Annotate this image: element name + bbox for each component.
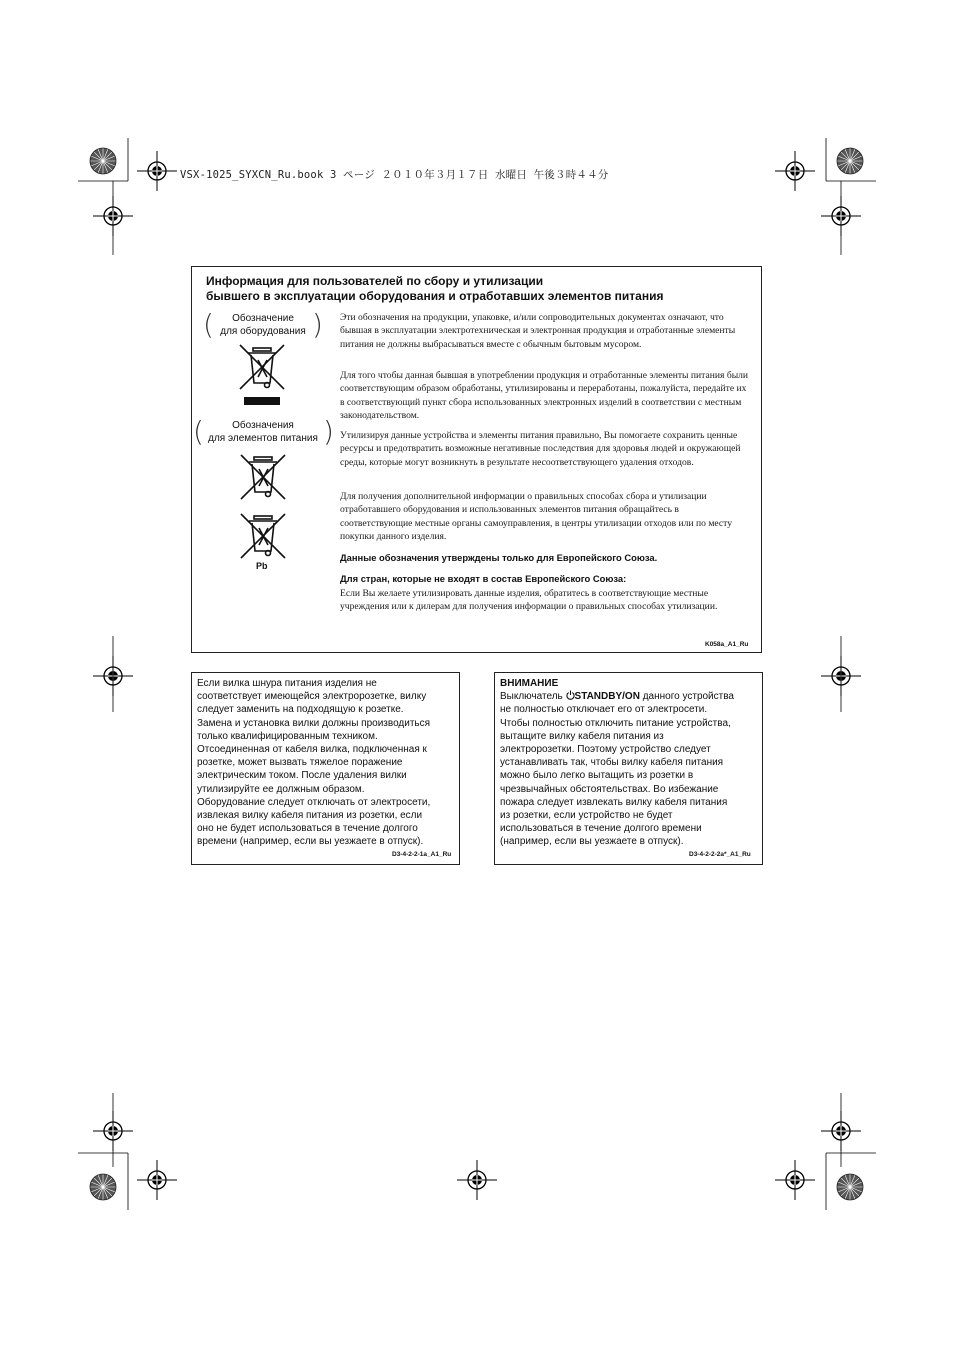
registration-mark-icon — [821, 1111, 861, 1151]
disposal-paragraph-1: Эти обозначения на продукции, упаковке, и/или сопроводительных документах означают, что бывшая в эксплуатации электротехническая и электронная продукция и отработанные элементы питания не должны выбрасываться вместе с обычным бытовым мусором. — [340, 312, 736, 350]
caution-line-1: Выключатель STANDBY/ON данного устройства — [500, 691, 734, 703]
registration-mark-icon — [457, 1160, 497, 1200]
disposal-paragraph-4: Для получения дополнительной информации о правильных способах сбора и утилизации отработавшего оборудования и использованных элементов питания обращайтесь в соответствующие местные органы самоуправления, в центры утилизации отходов или по месту покупки данного изделия. — [340, 491, 733, 542]
caution-code: D3-4-2-2-2a*_A1_Ru — [689, 851, 751, 858]
registration-mark-icon — [137, 151, 177, 191]
disposal-title-line-2: бывшего в эксплуатации оборудования и отработавших элементов питания — [206, 288, 664, 303]
battery-symbol-label: Обозначения для элементов питания — [208, 420, 318, 444]
crossed-bin-icon — [239, 512, 287, 562]
disposal-paragraph-2: Для того чтобы данная бывшая в употреблении продукция и отработанные элементы питания были соответствующим образом обработаны, утилизированы и переработаны, пожалуйста, передайте их в соответствующий пункт сбора использованных электронных изделий в соответствии с местным законодательством. — [340, 370, 749, 421]
book-file-header: VSX-1025_SYXCN_Ru.book 3 ページ ２０１０年３月１７日 水曜日 午後３時４４分 — [180, 169, 609, 181]
paren-right: ) — [312, 308, 323, 341]
eu-note: Данные обозначения утверждены только для Европейского Союза. — [340, 552, 658, 563]
registration-mark-icon — [93, 196, 133, 236]
power-standby-icon — [566, 690, 575, 700]
color-calibration-wheel-icon — [90, 1174, 116, 1200]
registration-mark-icon — [137, 1160, 177, 1200]
color-calibration-wheel-icon — [90, 148, 116, 174]
crossed-bin-icon — [239, 453, 287, 503]
paren-left: ( — [193, 415, 204, 448]
standby-on-label: STANDBY/ON — [574, 691, 640, 703]
paren-right: ) — [323, 415, 334, 448]
equipment-symbol-label: Обозначение для оборудования — [220, 313, 306, 337]
registration-mark-icon — [775, 151, 815, 191]
caution-title: ВНИМАНИЕ — [500, 678, 559, 689]
non-eu-heading: Для стран, которые не входят в состав Европейского Союза: — [340, 573, 627, 584]
plug-notice-code: D3-4-2-2-1a_A1_Ru — [392, 851, 452, 858]
disposal-code: K058a_A1_Ru — [705, 641, 749, 648]
disposal-title-line-1: Информация для пользователей по сбору и утилизации — [206, 274, 544, 288]
paren-left: ( — [203, 308, 214, 341]
disposal-paragraph-3: Утилизируя данные устройства и элементы питания правильно, Вы помогаете сохранить ценные ресурсы и предотвратить возможные негативные последствия для здоровья людей и окружающей среды, которые могут возникнуть в результате несоответствующего удаления отходов. — [340, 430, 741, 468]
crossed-bin-icon — [238, 343, 286, 407]
color-calibration-wheel-icon — [837, 1174, 863, 1200]
registration-mark-icon — [821, 196, 861, 236]
color-calibration-wheel-icon — [837, 148, 863, 174]
non-eu-text: Если Вы желаете утилизировать данные изделия, обратитесь в соответствующие местные учреждения или к дилерам для получения информации о правильных способах утилизации. — [340, 588, 718, 613]
registration-mark-icon — [93, 1111, 133, 1151]
registration-mark-icon — [775, 1160, 815, 1200]
caution-text: ВНИМАНИЕ Выключатель STANDBY/ON данного устройства не полностью отключает его от электросети. Чтобы полностью отключить питание устройства, вытащите вилку кабеля питания из электророзетки. Поэтому устройство следует устанавливать так, чтобы вилку кабеля питания можно было легко вытащить из розетки в чрезвычайных обстоятельствах. Во избежание пожара следует извлекать вилку кабеля питания из розетки, если устройство не будет использоваться в течение долгого времени (например, если вы уезжаете в отпуск). — [500, 677, 762, 849]
disposal-title — [206, 274, 746, 303]
plug-notice-text: Если вилка шнура питания изделия не соответствует имеющейся электророзетке, вилку следует заменить на подходящую к розетке. Замена и установка вилки должны производиться только квалифицированным техником. Отсоединенная от кабеля вилка, подключенная к розетке, может вызвать тяжелое поражение электрическим током. После удаления вилки утилизируйте ее должным образом. Оборудование следует отключать от электросети, извлекая вилку кабеля питания из розетки, если оно не будет использоваться в течение долгого времени (например, если вы уезжаете в отпуск). — [197, 678, 431, 848]
pb-label: Pb — [256, 561, 268, 571]
